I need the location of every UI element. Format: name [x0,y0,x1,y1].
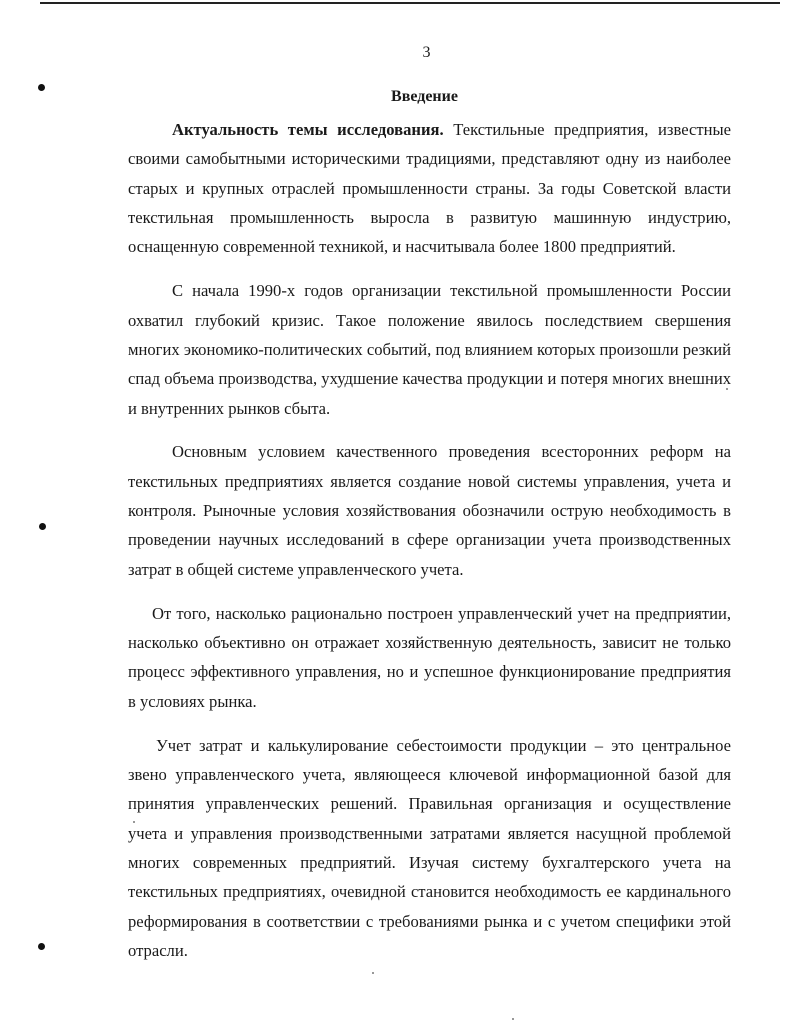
body-text [128,115,731,965]
section-heading: Введение [391,88,458,105]
scan-speck [372,972,374,974]
paragraph-cost-accounting: Учет затрат и калькулирование себестоимости продукции – это центральное звено управленческого учета, являющееся ключевой информационной базой для принятия управленческих решений. Правильная организация и осуществление учета и управления производственными затратами является насущной проблемой многих современных предприятий. Изучая систему бухгалтерского учета на текстильных предприятиях, очевидной становится необходимость ее кардинального реформирования в соответствии с требованиями рынка и с учетом специфики этой отрасли. [128,735,731,960]
scan-speck [512,1018,514,1020]
page-number: 3 [422,44,431,61]
paragraph-lead: Актуальность темы исследования. [172,120,444,139]
paragraph-relevance [128,115,731,262]
paragraph-crisis: С начала 1990-х годов организации текстильной промышленности России охватил глубокий кризис. Такое положение явилось последствием свершения многих экономико-политических событий, под влиянием которых произошли резкий спад объема производства, ухудшение качества продукции и потеря многих внешних и внутренних рынков сбыта. [128,281,731,418]
paragraph-management: От того, насколько рационально построен управленческий учет на предприятии, насколько объективно он отражает хозяйственную деятельность, зависит не только процесс эффективного управления, но и успешное функционирование предприятия в условиях рынка. [128,603,731,711]
paragraph-reforms: Основным условием качественного проведения всесторонних реформ на текстильных предприятиях является создание новой системы управления, учета и контроля. Рыночные условия хозяйствования обозначили острую необходимость в проведении научных исследований в сфере организации учета производственных затрат в общей системе управленческого учета. [128,442,731,579]
paragraph-text: Текстильные предприятия, известные своими самобытными историческими традициями, представляют одну из наиболее старых и крупных отраслей промышленности страны. За годы Советской власти текстильная промышленность выросла в развитую машинную индустрию, оснащенную современной техникой, и насчитывала более 1800 предприятий. [128,120,731,257]
scan-top-border [40,2,780,4]
binder-hole-mark [39,523,46,530]
binder-hole-mark [38,943,45,950]
